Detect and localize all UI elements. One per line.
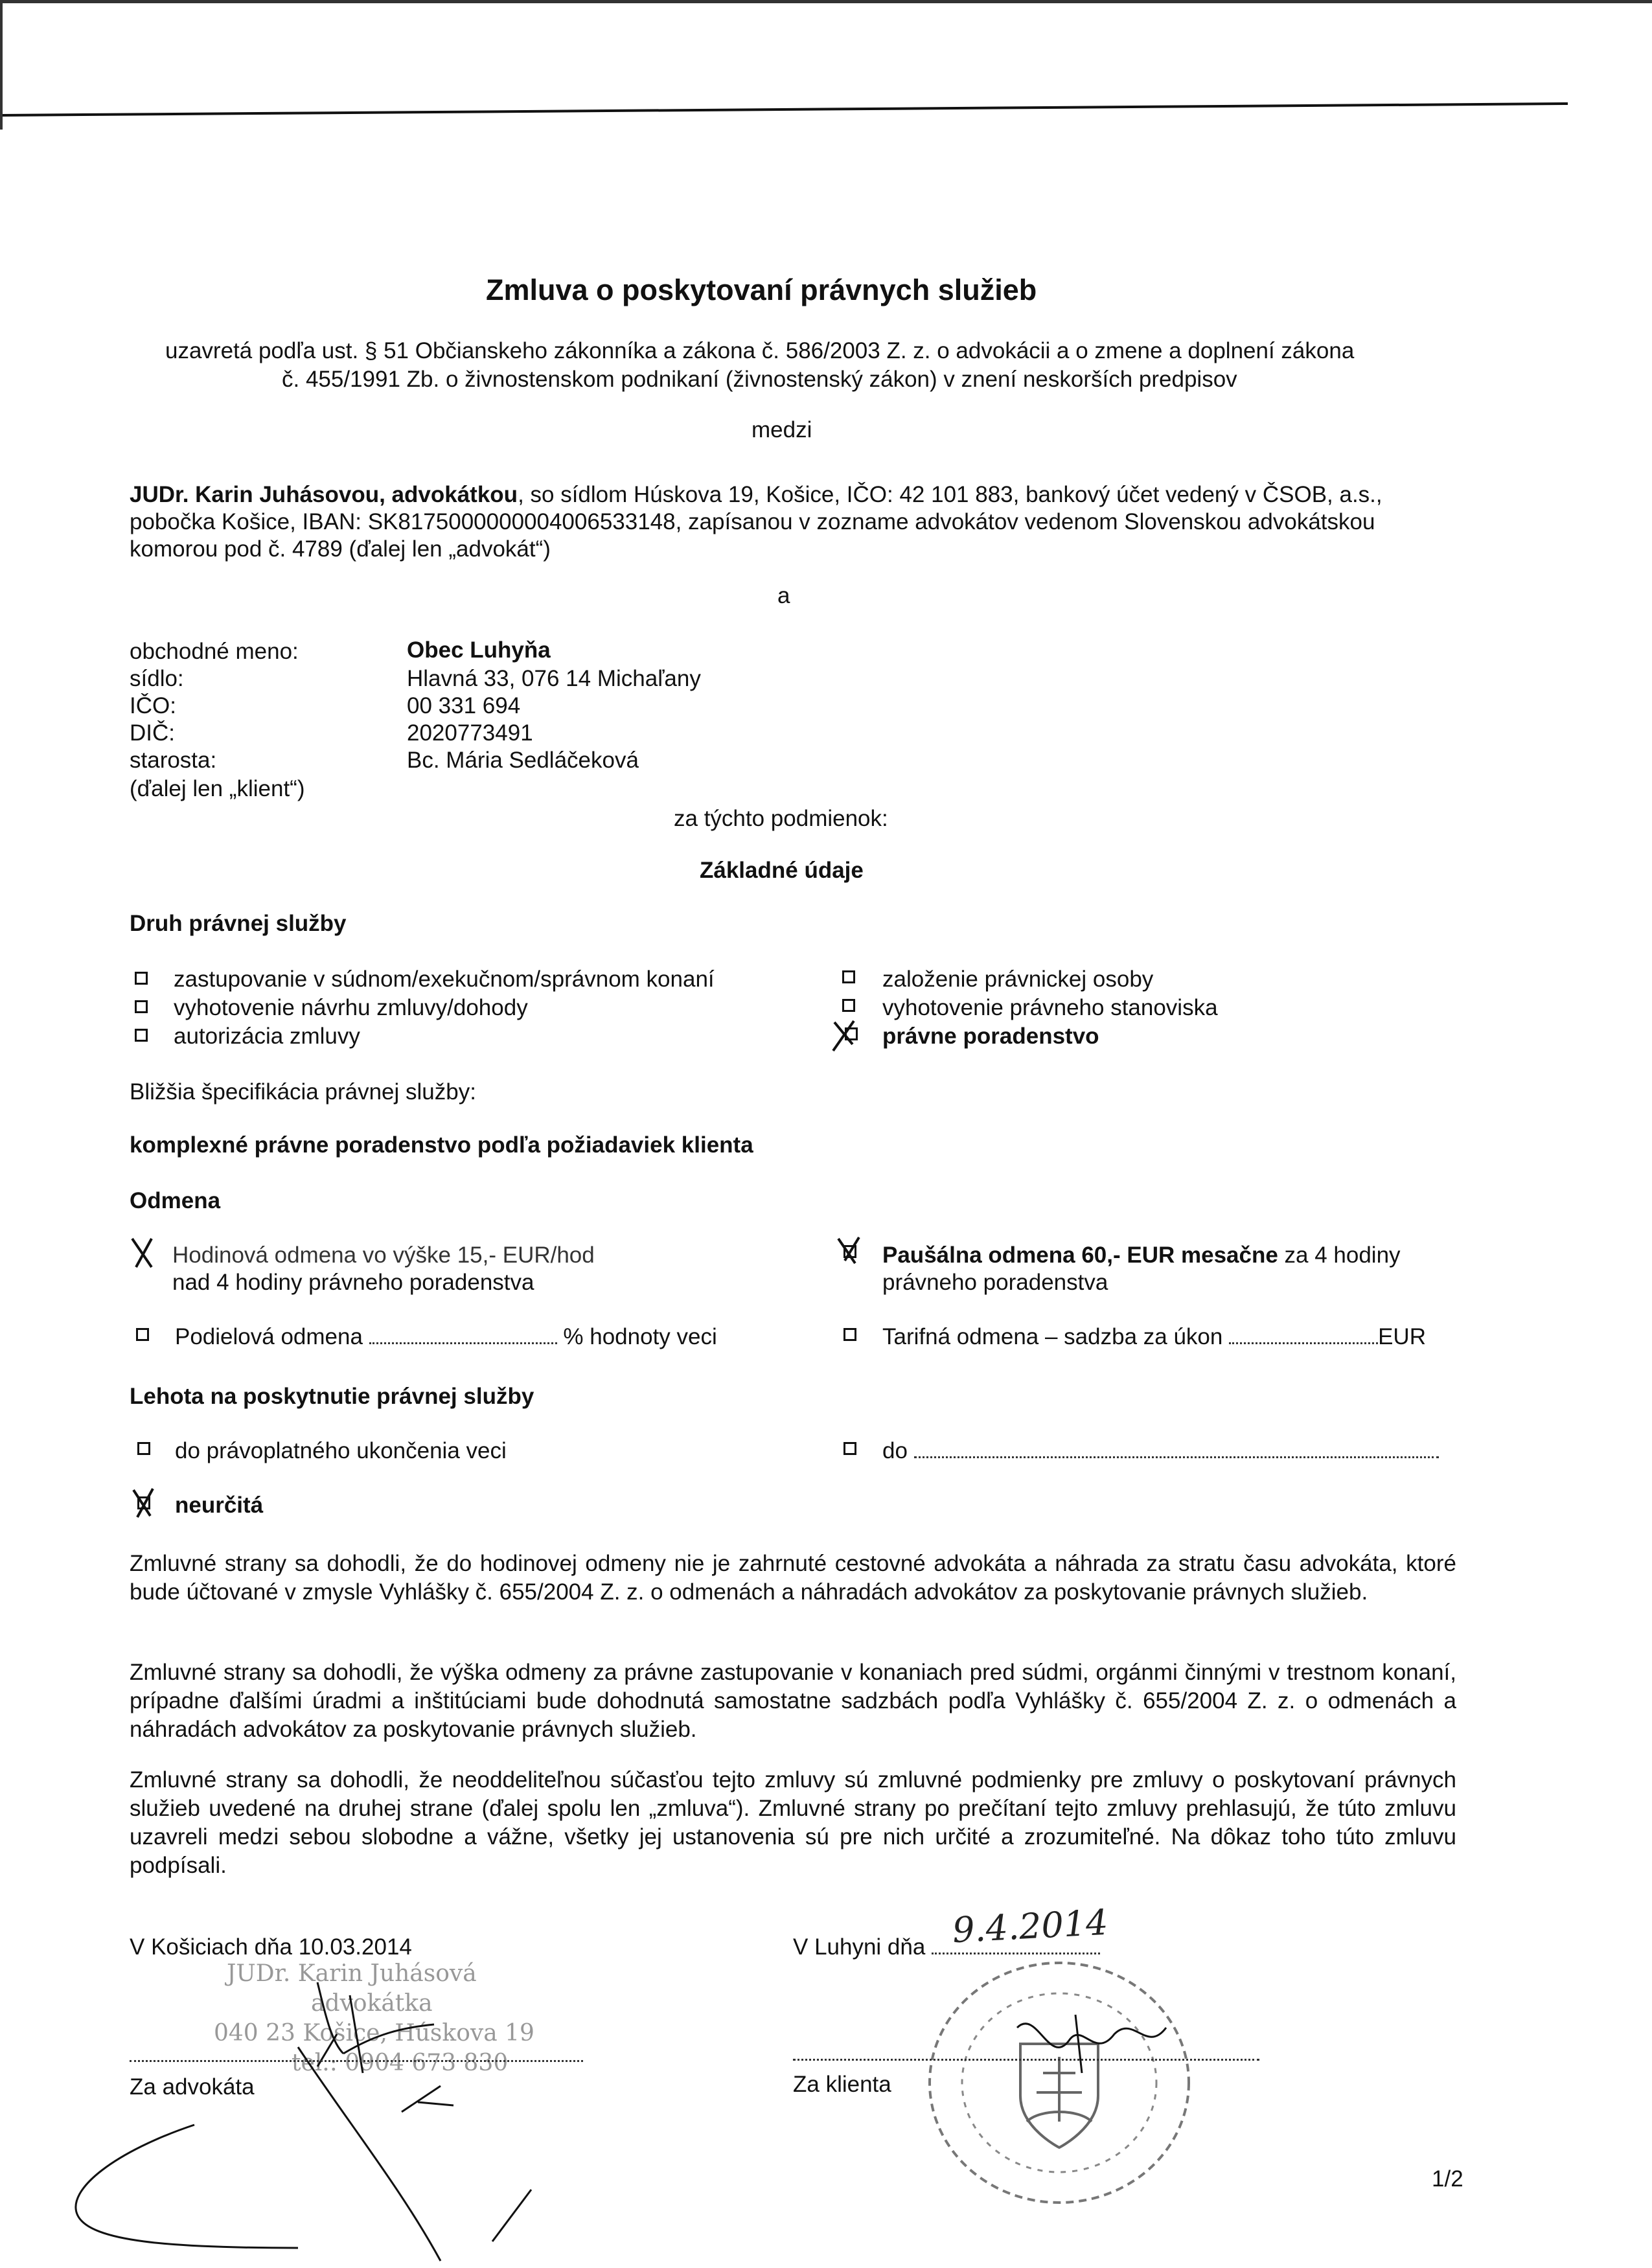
sign-right-place-label: V Luhyni dňa	[793, 1934, 926, 1960]
fee-hourly-line-2: nad 4 hodiny právneho poradenstva	[172, 1270, 534, 1295]
paragraph-representation-fee: Zmluvné strany sa dohodli, že výška odmeny za právne zastupovanie v konaniach pred súdmi, orgánmi činnými v trestnom konaní, prípadne ďalšími úradmi a inštitúciami bude dohodnutá samostatne sadzbách podľa Vyhlášky č. 655/2004 Z. z. o odmenách a náhradách advokátov za poskytovanie právnych služieb.	[130, 1660, 1456, 1742]
service-option-legal-advice: právne poradenstvo	[882, 1024, 1099, 1049]
fee-share-label: Podielová odmena	[175, 1324, 363, 1349]
client-label-seat: sídlo:	[130, 666, 184, 691]
service-checkbox-contract-draft[interactable]	[135, 1000, 148, 1013]
deadline-option-indefinite: neurčitá	[175, 1493, 264, 1518]
lawyer-line-1	[130, 481, 1382, 509]
fee-flat-line-1	[882, 1241, 1401, 1270]
lawyer-details-1: , so sídlom Húskova 19, Košice, IČO: 42 101 883, bankový účet vedený v ČSOB, a.s.,	[518, 482, 1382, 507]
fee-heading: Odmena	[130, 1188, 221, 1213]
client-label-mayor: starosta:	[130, 748, 217, 773]
spec-label: Bližšia špecifikácia právnej služby:	[130, 1079, 476, 1105]
page-number: 1/2	[1432, 2166, 1463, 2192]
lawyer-name: JUDr. Karin Juhásovou, advokátkou	[130, 482, 518, 507]
lawyer-signature	[39, 1956, 622, 2267]
checked-x-mark-flat-fee	[836, 1235, 862, 1268]
fee-flat-amount: Paušálna odmena 60,- EUR mesačne	[882, 1243, 1278, 1268]
client-label-dic: DIČ:	[130, 720, 175, 746]
deadline-option-date	[882, 1437, 1439, 1465]
document-title: Zmluva o poskytovaní právnych služieb	[486, 273, 1037, 306]
spec-value: komplexné právne poradenstvo podľa požiadaviek klienta	[130, 1132, 753, 1158]
client-name: Obec Luhyňa	[407, 637, 551, 663]
deadline-heading: Lehota na poskytnutie právnej služby	[130, 1384, 534, 1409]
municipal-round-stamp	[904, 1947, 1215, 2219]
scan-edge-line	[0, 0, 1652, 130]
client-label-name: obchodné meno:	[130, 639, 299, 664]
client-ico: 00 331 694	[407, 693, 521, 718]
paragraph-terms-agreement: Zmluvné strany sa dohodli, že neoddeliteľnou súčasťou tejto zmluvy sú zmluvné podmienky pre zmluvy o poskytovaní právnych služieb uvedené na druhej strane (ďalej spolu len „zmluva“). Zmluvné strany po prečítaní tejto zmluvy prehlasujú, že túto zmluvu uzavreli medzi sebou slobodne a vážne, všetky jej ustanovenia sú pre nich určité a zrozumiteľné. Na dôkaz toho túto zmluvu podpísali.	[130, 1767, 1456, 1878]
service-option-litigation: zastupovanie v súdnom/exekučnom/správnom konaní	[174, 967, 715, 992]
fee-tariff-blank[interactable]	[1229, 1323, 1378, 1344]
sign-right-line	[793, 2059, 1259, 2061]
deadline-date-blank[interactable]	[914, 1437, 1439, 1458]
fee-checkbox-share[interactable]	[136, 1328, 149, 1341]
intro-line-1: uzavretá podľa ust. § 51 Občianskeho zákonníka a zákona č. 586/2003 Z. z. o advokácii a o zmene a doplnení zákona	[165, 338, 1355, 363]
lawyer-stamp-line-2: advokátka	[311, 1990, 433, 2017]
lawyer-line-2: pobočka Košice, IBAN: SK8175000000004006533148, zapísanou v zozname advokátov vedenom Slovenskou advokátskou	[130, 509, 1375, 534]
lawyer-stamp-line-3: 040 23 Košice, Húskova 19	[214, 2020, 534, 2046]
lawyer-line-3: komorou pod č. 4789 (ďalej len „advokát“)	[130, 536, 551, 562]
fee-hourly-line-1: Hodinová odmena vo výške 15,- EUR/hod	[172, 1243, 595, 1268]
deadline-checkbox-date[interactable]	[843, 1442, 856, 1455]
fee-share-line	[175, 1323, 717, 1351]
conditions-label: za týchto podmienok:	[674, 806, 888, 831]
basic-data-heading: Základné údaje	[700, 858, 864, 883]
service-option-authorization: autorizácia zmluvy	[174, 1024, 360, 1049]
service-checkbox-authorization[interactable]	[135, 1029, 148, 1042]
sign-left-label: Za advokáta	[130, 2074, 255, 2100]
sign-left-place-date: V Košiciach dňa 10.03.2014	[130, 1934, 412, 1960]
service-option-legal-opinion: vyhotovenie právneho stanoviska	[882, 995, 1218, 1020]
fee-share-suffix: % hodnoty veci	[563, 1324, 717, 1349]
fee-checkbox-tariff[interactable]	[843, 1328, 856, 1341]
lawyer-stamp-line-4: tel.: 0904 673 830	[292, 2050, 509, 2076]
checked-x-mark-legal-advice	[831, 1018, 856, 1052]
fee-tariff-line	[882, 1323, 1426, 1351]
and-label: a	[777, 583, 790, 608]
client-mayor: Bc. Mária Sedláčeková	[407, 748, 639, 773]
deadline-do-label: do	[882, 1438, 908, 1463]
service-checkbox-litigation[interactable]	[135, 972, 148, 985]
service-option-company-founding: založenie právnickej osoby	[882, 967, 1154, 992]
checked-x-mark-indefinite	[130, 1486, 155, 1520]
fee-flat-hours: za 4 hodiny	[1278, 1243, 1401, 1268]
sign-left-line	[130, 2060, 583, 2062]
deadline-checkbox-final[interactable]	[137, 1442, 150, 1455]
fee-flat-line-2: právneho poradenstva	[882, 1270, 1108, 1295]
fee-tariff-label: Tarifná odmena – sadzba za úkon	[882, 1324, 1223, 1349]
client-label-ico: IČO:	[130, 693, 176, 718]
sign-right-label: Za klienta	[793, 2072, 891, 2097]
client-dic: 2020773491	[407, 720, 533, 746]
service-checkbox-company-founding[interactable]	[842, 970, 855, 983]
fee-tariff-suffix: EUR	[1378, 1324, 1426, 1349]
intro-line-2: č. 455/1991 Zb. o živnostenskom podnikaní (živnostenský zákon) v znení neskorších predpisov	[282, 367, 1237, 392]
sign-right-handwritten-date: 9.4.2014	[951, 1901, 1109, 1951]
service-type-heading: Druh právnej služby	[130, 911, 347, 936]
client-label-hereinafter: (ďalej len „klient“)	[130, 776, 305, 801]
service-option-contract-draft: vyhotovenie návrhu zmluvy/dohody	[174, 995, 528, 1020]
lawyer-stamp-line-1: JUDr. Karin Juhásová	[227, 1960, 477, 1987]
service-checkbox-legal-opinion[interactable]	[842, 999, 855, 1012]
deadline-option-final: do právoplatného ukončenia veci	[175, 1438, 507, 1463]
client-signature	[1011, 2002, 1179, 2079]
checked-x-mark-hourly-fee	[130, 1236, 155, 1270]
fee-share-blank[interactable]	[369, 1323, 557, 1344]
between-label: medzi	[751, 417, 812, 442]
client-address: Hlavná 33, 076 14 Michaľany	[407, 666, 701, 691]
paragraph-travel-costs: Zmluvné strany sa dohodli, že do hodinovej odmeny nie je zahrnuté cestovné advokáta a náhrada za stratu času advokáta, ktoré bude účtované v zmysle Vyhlášky č. 655/2004 Z. z. o odmenách a náhradách advokátov za poskytovanie právnych služieb.	[130, 1551, 1456, 1605]
